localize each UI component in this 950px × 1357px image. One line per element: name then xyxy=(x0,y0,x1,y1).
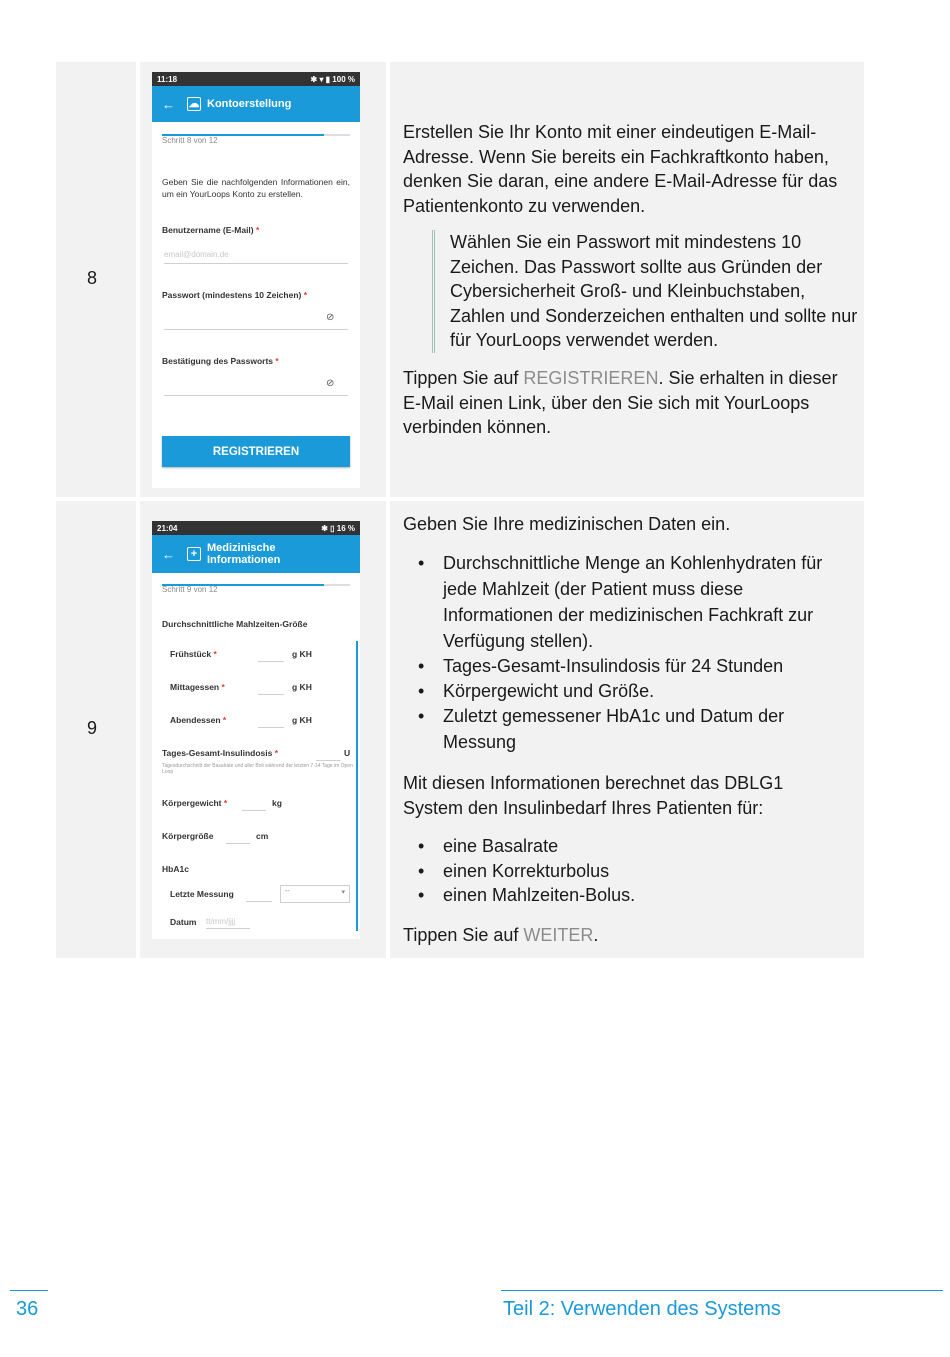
instruction-text-cell xyxy=(390,62,864,497)
dinner-label: Abendessen * xyxy=(170,715,227,725)
calculation-list xyxy=(403,834,853,908)
weight-input[interactable] xyxy=(242,810,266,811)
medical-plus-icon: + xyxy=(187,547,201,561)
back-arrow-icon[interactable]: ← xyxy=(162,546,175,562)
section-title: Teil 2: Verwenden des Systems xyxy=(503,1298,781,1320)
confirm-password-input[interactable] xyxy=(164,395,348,396)
step-number: 8 xyxy=(87,268,98,288)
username-underline xyxy=(164,263,348,264)
username-label: Benutzername (E-Mail) * xyxy=(162,225,260,235)
footer-rule-left xyxy=(10,1290,48,1291)
paragraph: Erstellen Sie Ihr Konto mit einer eindeutigen E-Mail-Adresse. Wenn Sie bereits ein Fachkraftkonto haben, denken Sie daran, eine andere E-Mail-Adresse für das Patientenkonto zu verwenden. xyxy=(403,122,838,216)
hba1c-label: HbA1c xyxy=(162,864,189,874)
confirm-password-label: Bestätigung des Passworts * xyxy=(162,356,279,366)
list-item: • Zuletzt gemessener HbA1c und Datum der Messung xyxy=(403,703,853,755)
breakfast-label: Frühstück * xyxy=(170,649,217,659)
screen-title: Medizinische Informationen xyxy=(207,542,281,566)
table-row-8 xyxy=(56,62,864,497)
footer-rule-right xyxy=(501,1290,943,1291)
list-item: • einen Korrekturbolus xyxy=(403,859,853,884)
intro-text: Geben Sie die nachfolgenden Informationen ein, um ein YourLoops Konto zu erstellen. xyxy=(162,177,350,199)
list-item: • Durchschnittliche Menge an Kohlenhydraten für jede Mahlzeit (der Patient muss diese Informationen der medizinischen Fachkraft zur Verfügung stellen). xyxy=(403,550,853,654)
register-reference: REGISTRIEREN xyxy=(523,368,659,388)
step-number-cell xyxy=(56,501,136,958)
screenshot-cell xyxy=(140,501,386,958)
status-time: 11:18 xyxy=(157,74,178,84)
tdd-label: Tages-Gesamt-Insulindosis * xyxy=(162,748,279,758)
step-indicator: Schritt 9 von 12 xyxy=(162,585,218,594)
medical-info-screen xyxy=(152,521,360,939)
lunch-label: Mittagessen * xyxy=(170,682,225,692)
step-number-cell xyxy=(56,62,136,497)
paragraph: Geben Sie Ihre medizinischen Daten ein. xyxy=(403,514,731,534)
hba1c-unit-dropdown[interactable]: -- ▾ xyxy=(280,885,350,903)
password-input[interactable] xyxy=(164,329,348,330)
cloud-icon: ☁ xyxy=(188,97,200,110)
instruction-text-cell xyxy=(390,501,864,958)
paragraph: Tippen Sie auf WEITER. xyxy=(403,925,599,945)
lunch-unit: g KH xyxy=(292,682,312,692)
password-note-text: Wählen Sie ein Passwort mit mindestens 10 Zeichen. Das Passwort sollte aus Gründen der Cybersicherheit Groß- und Kleinbuchstaben, Zahlen und Sonderzeichen enthalten und sollte nur für YourLoops verwendet werden. xyxy=(450,232,858,350)
eye-off-icon[interactable]: ⊘ xyxy=(326,378,335,389)
app-bar xyxy=(152,535,360,573)
username-input[interactable]: email@domain.de xyxy=(164,250,229,259)
next-reference: WEITER xyxy=(523,925,594,945)
account-creation-screen xyxy=(152,72,360,488)
tdd-unit: U xyxy=(344,748,351,758)
meal-size-heading: Durchschnittliche Mahlzeiten-Größe xyxy=(162,619,308,629)
list-item: • einen Mahlzeiten-Bolus. xyxy=(403,883,853,908)
dinner-input[interactable] xyxy=(258,727,284,728)
weight-unit: kg xyxy=(272,798,282,808)
table-row-9 xyxy=(56,501,864,958)
height-input[interactable] xyxy=(226,843,250,844)
date-input[interactable]: tt/mm/jjjj xyxy=(206,917,236,926)
list-item: • eine Basalrate xyxy=(403,834,853,859)
paragraph: Mit diesen Informationen berechnet das DBLG1 System den Insulinbedarf Ihres Patienten für: xyxy=(403,773,784,818)
eye-off-icon[interactable]: ⊘ xyxy=(326,312,335,323)
status-icons: ✱ ▾ ▮ 100 % xyxy=(310,74,355,84)
list-item: • Tages-Gesamt-Insulindosis für 24 Stunden xyxy=(403,654,853,679)
breakfast-unit: g KH xyxy=(292,649,312,659)
scrollbar[interactable] xyxy=(356,641,358,931)
paragraph: Tippen Sie auf REGISTRIEREN. Sie erhalten in dieser E-Mail einen Link, über den Sie sich mit YourLoops verbinden können. xyxy=(403,368,838,437)
step-number: 9 xyxy=(87,718,98,738)
register-button[interactable]: REGISTRIEREN xyxy=(162,436,350,467)
screenshot-cell xyxy=(140,62,386,497)
back-arrow-icon[interactable]: ← xyxy=(162,96,175,112)
tdd-hint: Tagesdurchschnitt der Basalrate und aller Boli während der letzten 7-14 Tage im Open Loop xyxy=(162,763,353,775)
app-bar xyxy=(152,86,360,122)
status-icons: ✱ ▯ 16 % xyxy=(321,523,355,533)
status-bar xyxy=(152,72,360,86)
height-unit: cm xyxy=(256,831,269,841)
page-number: 36 xyxy=(16,1298,39,1320)
lunch-input[interactable] xyxy=(258,694,284,695)
height-label: Körpergröße xyxy=(162,831,214,841)
medical-data-list xyxy=(403,550,853,755)
list-item: • Körpergewicht und Größe. xyxy=(403,679,853,704)
chevron-down-icon: ▾ xyxy=(341,889,345,896)
password-label: Passwort (mindestens 10 Zeichen) * xyxy=(162,290,308,300)
weight-label: Körpergewicht * xyxy=(162,798,228,808)
last-measure-input[interactable] xyxy=(246,901,272,902)
dinner-unit: g KH xyxy=(292,715,312,725)
last-measure-label: Letzte Messung xyxy=(170,889,234,899)
breakfast-input[interactable] xyxy=(258,661,284,662)
date-underline xyxy=(206,928,250,929)
screen-title: Kontoerstellung xyxy=(207,98,292,110)
password-note xyxy=(432,230,876,353)
step-indicator: Schritt 8 von 12 xyxy=(162,136,218,145)
tdd-input[interactable] xyxy=(316,760,340,761)
status-bar xyxy=(152,521,360,535)
status-time: 21:04 xyxy=(157,523,178,533)
date-label: Datum xyxy=(170,917,197,927)
